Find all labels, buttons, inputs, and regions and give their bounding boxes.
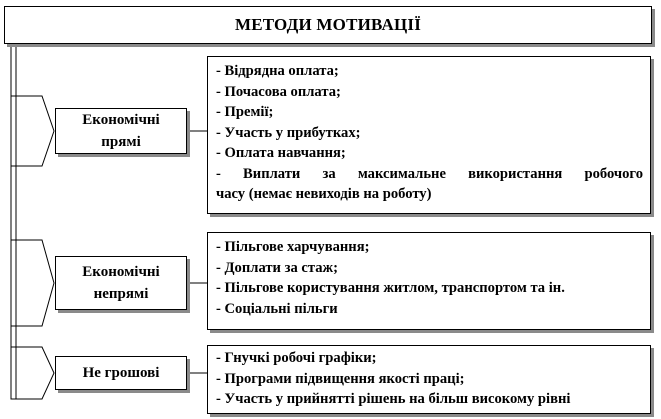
list-economic-indirect — [207, 232, 651, 330]
category-non-monetary — [55, 356, 187, 390]
diagram-title: МЕТОДИ МОТИВАЦІЇ — [4, 6, 652, 44]
list-item: - Відрядна оплата; — [216, 63, 339, 79]
category-label: Економічні прямі — [82, 112, 160, 150]
list-item: - Оплата навчання; — [216, 145, 346, 161]
list-non-monetary — [207, 345, 651, 414]
list-item: - Пільгове користування житлом, транспортом та ін. — [216, 280, 565, 296]
category-economic-indirect — [55, 256, 187, 310]
list-item: - Соціальні пільги — [216, 300, 338, 317]
list-item: - Участь у прийнятті рішень на більш високому рівні — [216, 391, 571, 407]
list-item: - Пільгове харчування; — [216, 239, 370, 255]
list-item: - Програми підвищення якості праці; — [216, 370, 465, 387]
list-item: - Премії; — [216, 104, 274, 120]
list-item: - Гнучкі робочі графіки; — [216, 350, 377, 366]
category-economic-direct — [55, 108, 187, 154]
list-item: - Доплати за стаж; — [216, 259, 338, 276]
arrow-to-economic-indirect — [11, 240, 54, 326]
list-economic-direct — [207, 56, 651, 214]
arrow-to-non-monetary — [11, 347, 54, 399]
list-item: часу (немає невиходів на роботу) — [216, 186, 432, 202]
category-label: Не грошові — [82, 365, 160, 381]
list-item: - Участь у прибутках; — [216, 124, 361, 141]
list-item: - Виплати за максимальне використання робочого — [216, 165, 643, 182]
category-label: Економічні непрямі — [82, 264, 160, 302]
arrow-to-economic-direct — [11, 96, 54, 166]
list-item: - Почасова оплата; — [216, 83, 341, 100]
